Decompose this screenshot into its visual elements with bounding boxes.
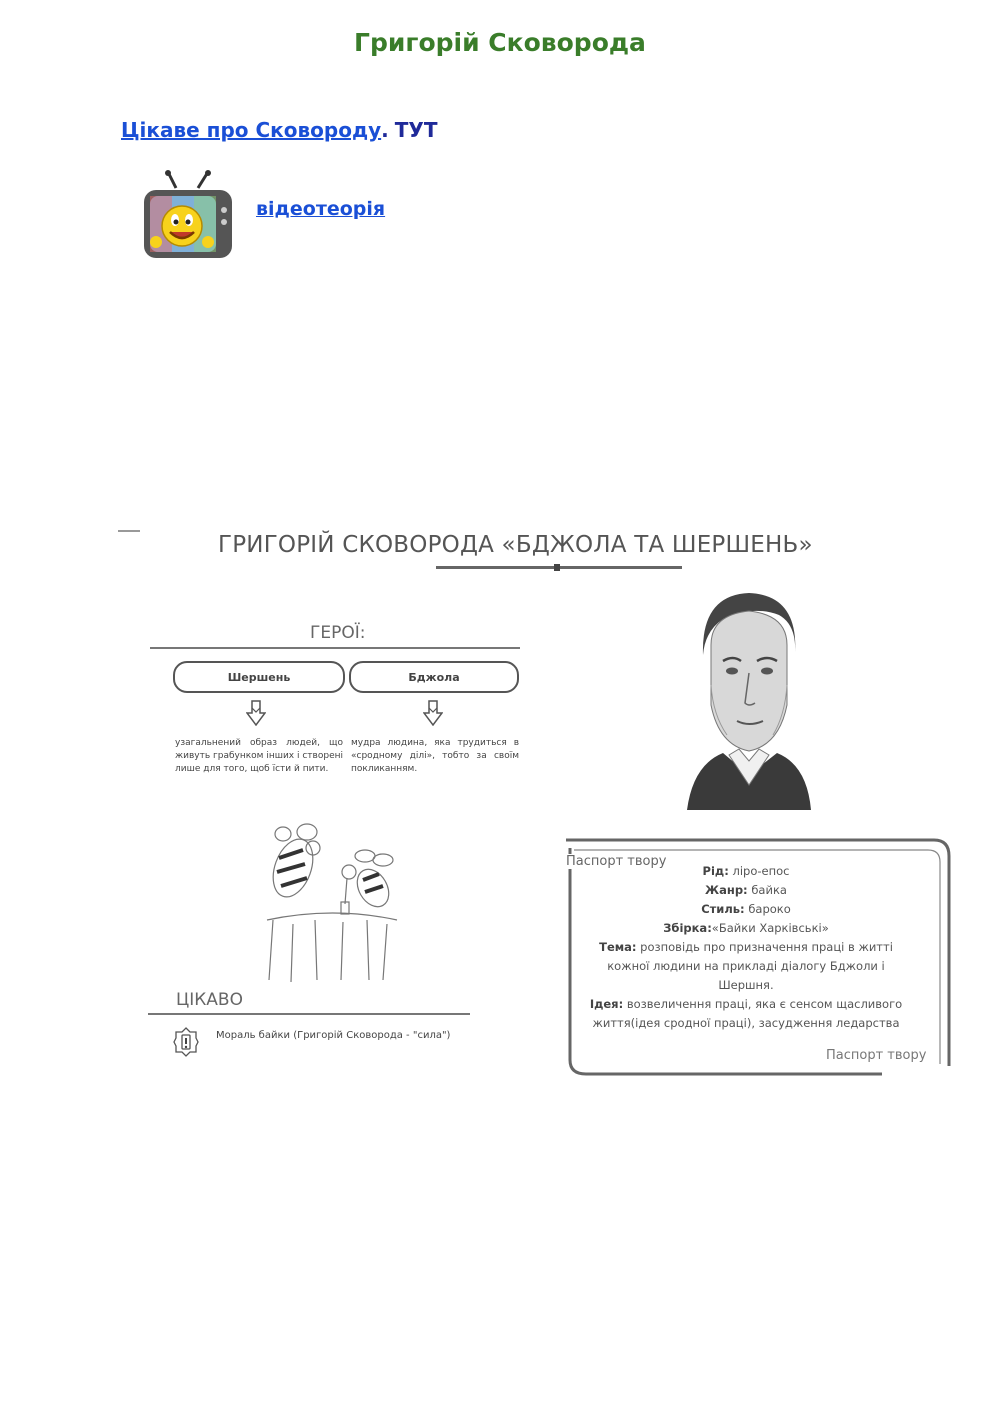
passport-ideia: Ідея: возвеличення праці, яка є сенсом щасливого життя(ідея сродної праці), засудження ледарства — [589, 997, 903, 1030]
exclamation-icon — [173, 1027, 199, 1057]
passport-label-bottom: Паспорт твору — [826, 1048, 927, 1063]
link-row — [121, 118, 437, 142]
moral-text: Мораль байки (Григорій Сковорода - "сила") — [216, 1030, 451, 1041]
interesting-label: ЦІКАВО — [176, 990, 243, 1010]
hero-bdzhola-description: мудра людина, яка трудиться в «сродному ділі», тобто за своїм покликанням. — [351, 738, 519, 774]
page-title: Григорій Сковорода — [354, 28, 646, 57]
passport-zhanr: Жанр: байка — [705, 883, 787, 897]
interesting-link[interactable]: Цікаве про Сковороду — [121, 118, 382, 142]
passport-tema: Тема: розповідь про призначення праці в житті кожної людини на прикладі діалогу Бджоли і Шершня. — [599, 940, 893, 992]
heroes-label: ГЕРОЇ: — [310, 623, 366, 643]
scanned-infographic — [118, 520, 958, 1090]
passport-label-top: Паспорт твору — [566, 854, 667, 869]
passport-zbirka: Збірка:«Байки Харківські» — [663, 921, 829, 935]
interesting-divider — [148, 1013, 470, 1015]
tv-smiley-icon[interactable] — [142, 170, 234, 262]
hero-shershen-pill: Шершень — [173, 661, 345, 693]
hero-bdzhola-pill: Бджола — [349, 661, 519, 693]
tut-label: ТУТ — [394, 118, 438, 142]
hero-shershen-description: узагальнений образ людей, що живуть грабунком інших і створені лише для того, щоб їсти й пити. — [175, 738, 343, 774]
skovoroda-portrait — [683, 585, 813, 810]
link-dot: . — [381, 118, 389, 142]
passport-styl: Стиль: бароко — [701, 902, 791, 916]
heroes-divider — [150, 647, 520, 649]
down-arrow-icon — [423, 700, 443, 726]
down-arrow-icon — [246, 700, 266, 726]
video-theory-link[interactable]: відеотеорія — [256, 198, 386, 220]
passport-rid: Рід: ліро-епос — [702, 864, 790, 878]
title-underline-dot — [554, 564, 560, 571]
scan-dash — [118, 530, 140, 532]
infographic-title: ГРИГОРІЙ СКОВОРОДА «БДЖОЛА ТА ШЕРШЕНЬ» — [218, 532, 813, 558]
bees-illustration — [263, 820, 403, 985]
passport-details — [586, 862, 906, 1033]
